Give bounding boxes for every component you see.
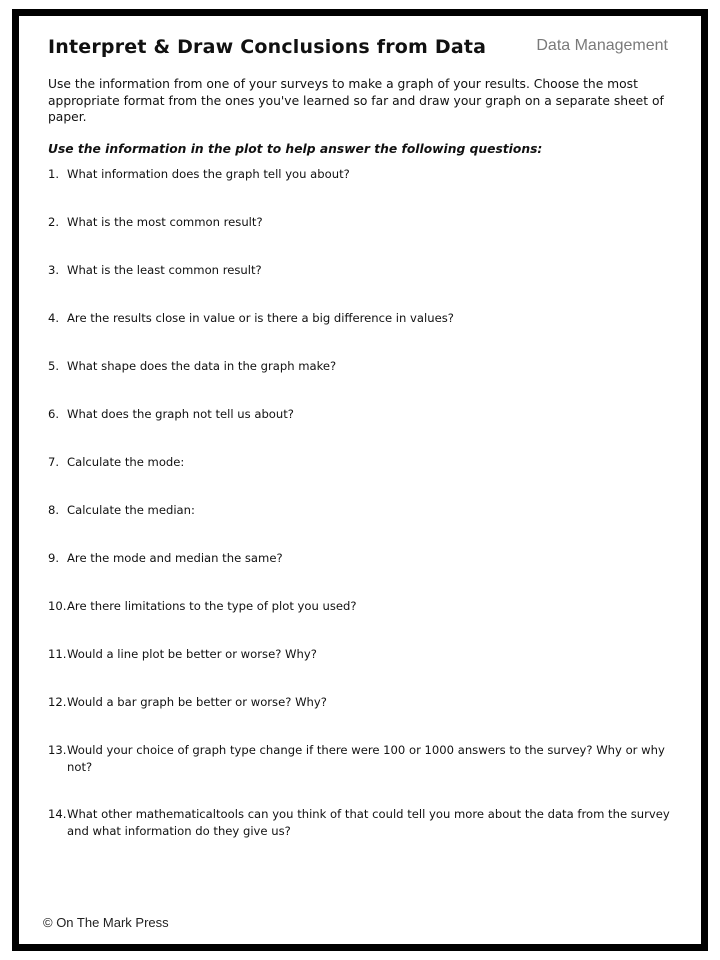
question-13 <box>48 742 678 775</box>
question-3 <box>48 262 678 279</box>
question-text: Are there limitations to the type of plot you used? <box>67 599 357 613</box>
question-text: What is the least common result? <box>67 263 262 277</box>
question-number: 1. <box>48 167 60 181</box>
question-number: 12. <box>48 695 67 709</box>
question-9 <box>48 550 678 567</box>
question-number: 11. <box>48 647 67 661</box>
question-text: What shape does the data in the graph make? <box>67 359 337 373</box>
instruction-text: Use the information in the plot to help answer the following questions: <box>48 142 543 156</box>
question-text: Are the mode and median the same? <box>67 551 283 565</box>
question-number: 3. <box>48 263 60 277</box>
question-text: Are the results close in value or is there a big difference in values? <box>67 311 454 325</box>
question-number: 14. <box>48 807 67 821</box>
question-text: What other mathematicaltools can you think of that could tell you more about the data from the survey and what information do they give us? <box>67 807 670 838</box>
question-1 <box>48 166 678 183</box>
question-number: 2. <box>48 215 60 229</box>
question-text: What is the most common result? <box>67 215 263 229</box>
question-text: What information does the graph tell you about? <box>67 167 350 181</box>
question-8 <box>48 502 678 519</box>
question-4 <box>48 310 678 327</box>
question-11 <box>48 646 678 663</box>
question-text: Would a line plot be better or worse? Why? <box>67 647 317 661</box>
question-2 <box>48 214 678 231</box>
question-text: What does the graph not tell us about? <box>67 407 294 421</box>
page-title: Interpret & Draw Conclusions from Data <box>48 36 487 58</box>
question-6 <box>48 406 678 423</box>
subject-label: Data Management <box>536 37 668 54</box>
question-number: 9. <box>48 551 60 565</box>
question-14 <box>48 806 678 839</box>
question-number: 5. <box>48 359 60 373</box>
intro-paragraph: Use the information from one of your surveys to make a graph of your results. Choose the most appropriate format from the ones you've learned so far and draw your graph on a separate sheet of paper. <box>48 77 664 124</box>
copyright-footer: © On The Mark Press <box>43 915 169 930</box>
question-number: 8. <box>48 503 60 517</box>
question-number: 10. <box>48 599 67 613</box>
question-5 <box>48 358 678 375</box>
question-7 <box>48 454 678 471</box>
question-10 <box>48 598 678 615</box>
question-12 <box>48 694 678 711</box>
question-number: 7. <box>48 455 60 469</box>
question-text: Calculate the mode: <box>67 455 185 469</box>
question-number: 13. <box>48 743 67 757</box>
question-number: 6. <box>48 407 60 421</box>
question-number: 4. <box>48 311 60 325</box>
question-text: Would your choice of graph type change if there were 100 or 1000 answers to the survey? Why or why not? <box>67 743 665 774</box>
question-text: Would a bar graph be better or worse? Why? <box>67 695 327 709</box>
question-text: Calculate the median: <box>67 503 195 517</box>
